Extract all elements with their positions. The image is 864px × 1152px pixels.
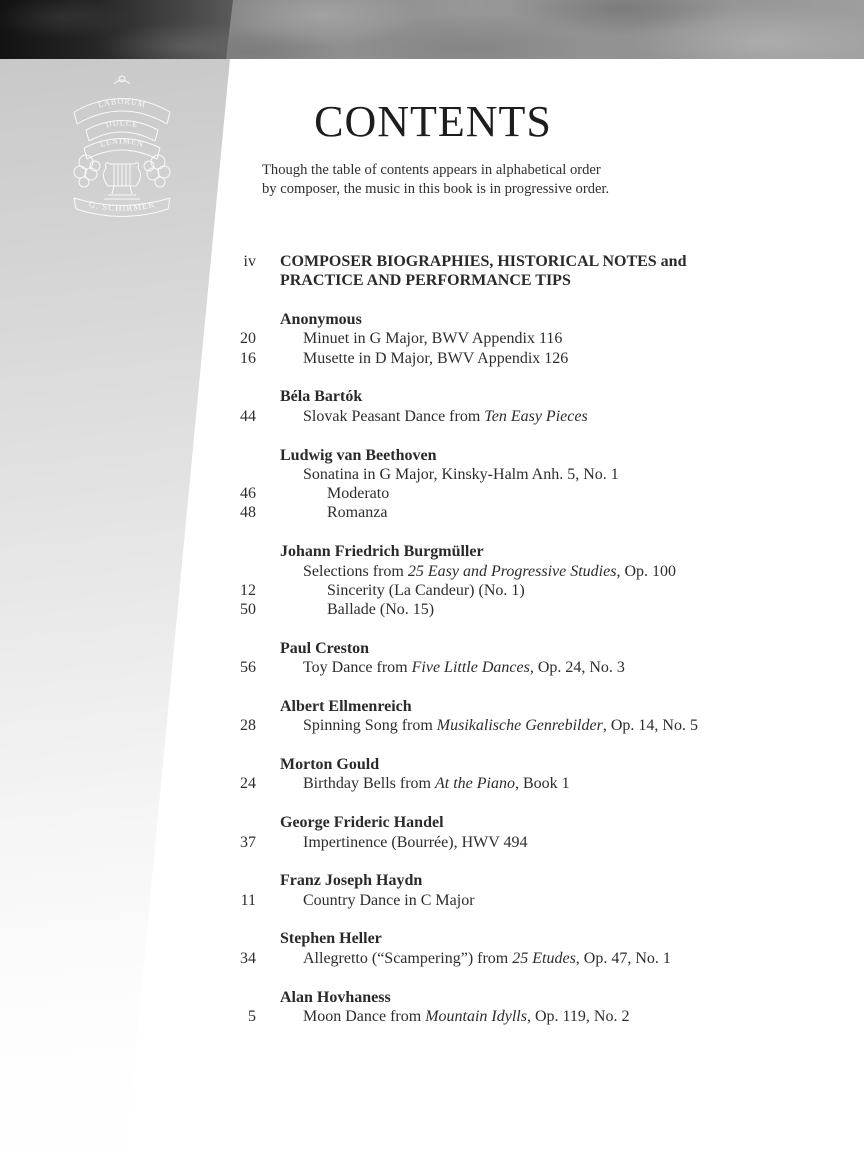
piece-title-segment: , Op. 100 <box>616 562 676 580</box>
g-schirmer-emblem-icon <box>56 72 188 222</box>
composer-group <box>0 929 720 968</box>
toc-row <box>0 407 720 426</box>
composer-group <box>0 387 720 426</box>
emblem-motto-line2: DULCE <box>104 118 140 130</box>
piece-title <box>303 833 528 852</box>
toc-page-number: 11 <box>240 891 256 909</box>
toc-row <box>0 310 720 329</box>
toc-row <box>0 503 720 522</box>
piece-title-segment: , Op. 119, No. 2 <box>526 1007 630 1025</box>
piece-title <box>327 600 434 619</box>
intro-note <box>262 161 609 200</box>
toc-page-number: 37 <box>240 833 256 851</box>
piece-title-segment: Sonatina in G Major, Kinsky-Halm Anh. 5, No. 1 <box>303 465 619 483</box>
toc-row <box>0 581 720 600</box>
emblem-foliage-left <box>74 155 100 187</box>
toc-page-number: 16 <box>240 349 256 367</box>
piece-title-segment: Musette in D Major, BWV Appendix 126 <box>303 349 569 367</box>
toc-page-number: 50 <box>240 601 256 619</box>
composer-name: Ludwig van Beethoven <box>280 446 437 464</box>
piece-title-segment: Moderato <box>327 485 390 503</box>
toc-page-number: 34 <box>240 949 256 967</box>
piece-title-segment: Country Dance in C Major <box>303 891 475 909</box>
piece-title-segment: , Op. 47, No. 1 <box>575 949 671 967</box>
toc-row <box>0 755 720 774</box>
toc-row <box>0 542 720 561</box>
composer-name: Johann Friedrich Burgmüller <box>280 543 484 561</box>
piece-title-italic-segment: Ten Easy Pieces <box>484 407 588 425</box>
toc-page-number: 24 <box>240 775 256 793</box>
piece-title <box>303 774 570 793</box>
toc-row <box>0 813 720 832</box>
piece-title-segment: Birthday Bells from <box>303 775 435 793</box>
composer-group <box>0 813 720 852</box>
piece-title <box>303 465 619 484</box>
piece-title-italic-segment: At the Piano <box>434 775 515 793</box>
intro-note-line-2: by composer, the music in this book is in progressive order. <box>262 181 610 198</box>
piece-title-segment: Spinning Song from <box>303 717 437 735</box>
piece-title-italic-segment: 25 Easy and Progressive Studies <box>407 562 617 580</box>
toc-page-number: 28 <box>240 717 256 735</box>
header-smoke-band <box>0 0 864 59</box>
composer-name: Albert Ellmenreich <box>280 698 412 716</box>
composer-name: Anonymous <box>280 311 362 329</box>
toc-row <box>0 658 720 677</box>
piece-title-segment: Minuet in G Major, BWV Appendix 116 <box>303 330 563 348</box>
toc-page-number: 48 <box>240 504 256 522</box>
piece-title-segment: , Op. 14, No. 5 <box>602 717 698 735</box>
toc-page-number: iv <box>243 253 256 270</box>
composer-group <box>0 310 720 368</box>
emblem-foliage-right <box>144 155 170 187</box>
composer-group <box>0 542 720 619</box>
piece-title-segment: Allegretto (“Scampering”) from <box>303 949 513 967</box>
toc-groups <box>0 310 720 1026</box>
table-of-contents <box>0 252 720 1026</box>
toc-page-number: 46 <box>240 485 256 503</box>
piece-title-italic-segment: Musikalische Genrebilder <box>436 717 603 735</box>
piece-title <box>327 581 525 600</box>
toc-row <box>0 871 720 890</box>
composer-group <box>0 871 720 910</box>
piece-title-segment: , Op. 24, No. 3 <box>529 659 625 677</box>
composer-name: Stephen Heller <box>280 930 382 948</box>
toc-row <box>0 271 720 290</box>
emblem-crown-dot <box>119 76 125 82</box>
toc-row <box>0 774 720 793</box>
toc-row <box>0 562 720 581</box>
toc-page-number: 56 <box>240 659 256 677</box>
emblem-motto-line3: LENIMEN <box>98 136 146 149</box>
toc-row <box>0 639 720 658</box>
piece-title <box>303 1007 629 1026</box>
composer-name: Morton Gould <box>280 756 380 774</box>
toc-page-number: 12 <box>240 581 256 599</box>
piece-title <box>303 716 698 735</box>
toc-row <box>0 1007 720 1026</box>
piece-title-segment: Sincerity (La Candeur) (No. 1) <box>327 581 525 599</box>
toc-row <box>0 387 720 406</box>
piece-title <box>303 562 676 581</box>
toc-row <box>0 697 720 716</box>
composer-group <box>0 988 720 1027</box>
page-title: CONTENTS <box>314 97 552 146</box>
composer-group <box>0 639 720 678</box>
piece-title <box>303 891 475 910</box>
toc-row <box>0 929 720 948</box>
piece-title-segment: Slovak Peasant Dance from <box>303 407 485 425</box>
header-smoke-band-dark-left <box>0 0 240 59</box>
piece-title <box>303 407 588 426</box>
piece-title-italic-segment: 25 Etudes <box>512 949 576 967</box>
composer-name: Béla Bartók <box>280 388 363 406</box>
toc-page-number: 20 <box>240 330 256 348</box>
piece-title-segment: Toy Dance from <box>303 659 412 677</box>
composer-group <box>0 755 720 794</box>
emblem-publisher-name: G. SCHIRMER <box>87 198 157 214</box>
piece-title <box>303 949 671 968</box>
toc-row <box>0 716 720 735</box>
piece-title-segment: Impertinence (Bourrée), HWV 494 <box>303 833 528 851</box>
toc-row <box>0 252 720 271</box>
composer-name: Alan Hovhaness <box>280 988 391 1006</box>
toc-row <box>0 465 720 484</box>
piece-title <box>303 329 562 348</box>
toc-row <box>0 349 720 368</box>
front-matter-heading-line-2: PRACTICE AND PERFORMANCE TIPS <box>280 272 571 290</box>
piece-title-segment: Ballade (No. 15) <box>327 601 435 619</box>
toc-row <box>0 329 720 348</box>
toc-row <box>0 600 720 619</box>
piece-title <box>303 658 625 677</box>
composer-name: George Frideric Handel <box>280 814 444 832</box>
toc-row <box>0 484 720 503</box>
composer-name: Paul Creston <box>280 639 370 657</box>
piece-title-italic-segment: Five Little Dances <box>411 659 530 677</box>
piece-title-segment: Romanza <box>327 504 388 522</box>
composer-group <box>0 697 720 736</box>
piece-title-segment: Moon Dance from <box>303 1007 426 1025</box>
emblem-lyre-icon <box>103 163 140 199</box>
toc-page-number: 5 <box>248 1007 256 1025</box>
toc-row <box>0 891 720 910</box>
toc-row <box>0 949 720 968</box>
piece-title <box>327 484 389 503</box>
toc-row <box>0 446 720 465</box>
piece-title-segment: Selections from <box>303 562 408 580</box>
piece-title-italic-segment: Mountain Idylls <box>425 1007 527 1025</box>
emblem-ribbon3-bottom <box>87 150 157 159</box>
toc-row <box>0 833 720 852</box>
front-matter-entry <box>0 252 720 291</box>
emblem-motto-line1: LABORUM <box>96 96 147 110</box>
toc-page-number: 44 <box>240 407 256 425</box>
composer-name: Franz Joseph Haydn <box>280 872 423 890</box>
piece-title <box>327 503 387 522</box>
toc-row <box>0 988 720 1007</box>
piece-title <box>303 349 568 368</box>
composer-group <box>0 446 720 523</box>
front-matter-heading-line-1: COMPOSER BIOGRAPHIES, HISTORICAL NOTES and <box>280 253 687 270</box>
piece-title-segment: , Book 1 <box>514 775 570 793</box>
intro-note-line-1: Though the table of contents appears in alphabetical order <box>262 162 601 178</box>
